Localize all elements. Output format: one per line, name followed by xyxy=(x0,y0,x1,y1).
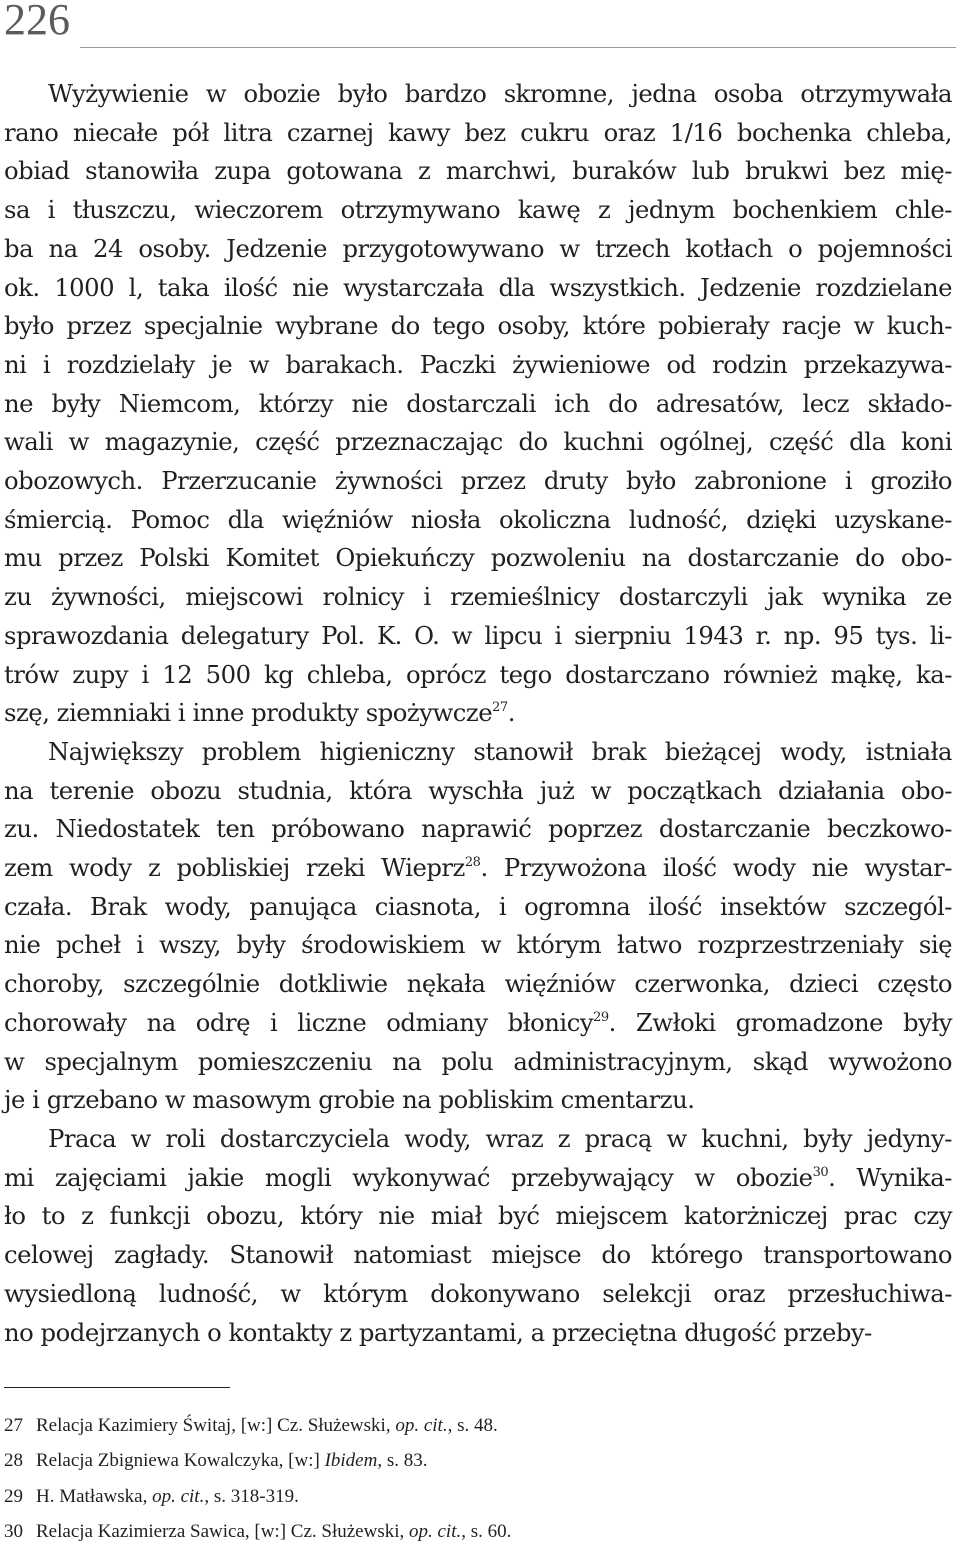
footnote xyxy=(4,1443,924,1478)
text-line: celowej zagłady. Stanowił natomiast miejsce do którego transportowano xyxy=(4,1240,952,1270)
line-text: zem wody z pobliskiej rzeki Wieprz xyxy=(4,853,465,883)
text-line: zu. Niedostatek ten próbowano naprawić poprzez dostarczanie beczkowo- xyxy=(4,814,952,844)
line-text: . xyxy=(507,698,515,728)
footnote-ref: 30 xyxy=(812,1164,829,1180)
footnote-text: Relacja Kazimiery Świtaj, [w:] Cz. Służewski, xyxy=(36,1415,396,1436)
footnote-separator xyxy=(4,1387,230,1388)
footnote xyxy=(4,1514,924,1549)
text-line: ba na 24 osoby. Jedzenie przygotowywano w trzech kotłach o pojemności xyxy=(4,233,952,263)
text-line: obiad stanowiła zupa gotowana z marchwi, buraków lub brukwi bez mię- xyxy=(4,156,952,186)
text-line: je i grzebano w masowym grobie na pobliskim cmentarzu. xyxy=(4,1085,695,1115)
line-text: mi zajęciami jakie mogli wykonywać przebywający w obozie xyxy=(4,1162,813,1192)
line-text: . Wynika- xyxy=(828,1162,952,1192)
page-number: 226 xyxy=(4,0,70,44)
footnote-italic: op. cit. xyxy=(409,1520,462,1542)
footnote-number: 28 xyxy=(4,1450,23,1472)
text-line xyxy=(4,849,952,888)
body-text xyxy=(4,75,952,1352)
text-line: było przez specjalnie wybrane do tego osoby, które pobierały racje w kuch- xyxy=(4,311,952,341)
footnote-number: 29 xyxy=(4,1485,23,1507)
footnote-text: Relacja Kazimierza Sawica, [w:] Cz. Służewski, xyxy=(36,1520,409,1542)
text-line: rano niecałe pół litra czarnej kawy bez cukru oraz 1/16 bochenka chleba, xyxy=(4,117,952,147)
line-text: . Przywożona ilość wody nie wystar- xyxy=(480,853,952,883)
footnote-number: 30 xyxy=(4,1520,23,1542)
text-line: trów zupy i 12 500 kg chleba, oprócz tego dostarczano również mąkę, ka- xyxy=(4,659,952,689)
footnote-ref: 28 xyxy=(464,855,481,871)
text-line xyxy=(4,1159,952,1198)
text-line: ni i rozdzielały je w barakach. Paczki żywieniowe od rodzin przekazywa- xyxy=(4,349,952,379)
footnote-italic: op. cit. xyxy=(395,1415,448,1436)
text-line: nie pcheł i wszy, były środowiskiem w którym łatwo rozprzestrzeniały się xyxy=(4,930,952,960)
footnote-number: 27 xyxy=(4,1415,23,1436)
text-line xyxy=(4,1004,952,1043)
footnotes xyxy=(4,1408,924,1549)
text-line: wysiedloną ludność, w którym dokonywano selekcji oraz przesłuchiwa- xyxy=(4,1278,952,1308)
header-rule xyxy=(80,47,956,48)
text-line: Wyżywienie w obozie było bardzo skromne, jedna osoba otrzymywała xyxy=(48,79,952,108)
text-line: śmiercią. Pomoc dla więźniów niosła okoliczna ludność, dzięki uzyskane- xyxy=(4,504,952,534)
footnote-italic: Ibidem xyxy=(324,1450,378,1472)
footnote xyxy=(4,1408,924,1443)
text-line: zu żywności, miejscowi rolnicy i rzemieślnicy dostarczyli jak wynika ze xyxy=(4,582,952,612)
text-line: ło to z funkcji obozu, który nie miał być miejscem katorżniczej prac czy xyxy=(4,1201,952,1231)
line-text: . Zwłoki gromadzone były xyxy=(608,1007,952,1037)
text-line: Największy problem higieniczny stanowił brak bieżącej wody, istniała xyxy=(48,736,952,766)
footnote xyxy=(4,1479,924,1514)
footnote-ref: 27 xyxy=(492,700,508,716)
text-line: sprawozdania delegatury Pol. K. O. w lipcu i sierpniu 1943 r. np. 95 tys. li- xyxy=(4,620,952,650)
text-line: ne były Niemcom, którzy nie dostarczali ich do adresatów, lecz składo- xyxy=(4,388,952,418)
text-line: obozowych. Przerzucanie żywności przez druty było zabronione i groziło xyxy=(4,466,952,496)
text-line: wali w magazynie, część przeznaczając do kuchni ogólnej, część dla koni xyxy=(4,427,952,457)
footnote-text: , s. 318-319. xyxy=(204,1485,299,1507)
text-line xyxy=(4,694,952,733)
footnote-italic: op. cit. xyxy=(152,1485,205,1507)
text-line: czała. Brak wody, panująca ciasnota, i ogromna ilość insektów szczegól- xyxy=(4,891,952,921)
line-text: chorowały na odrę i liczne odmiany błonicy xyxy=(4,1007,594,1037)
footnote-text: , s. 83. xyxy=(377,1450,428,1472)
text-line: ok. 1000 l, taka ilość nie wystarczała dla wszystkich. Jedzenie rozdzielane xyxy=(4,272,952,302)
text-line: sa i tłuszczu, wieczorem otrzymywano kawę z jednym bochenkiem chle- xyxy=(4,195,952,225)
footnote-ref: 29 xyxy=(593,1009,609,1025)
text-line: choroby, szczególnie dotkliwie nękała więźniów czerwonka, dzieci często xyxy=(4,969,952,999)
footnote-text: , s. 60. xyxy=(461,1520,512,1542)
text-line: mu przez Polski Komitet Opiekuńczy pozwoleniu na dostarczanie do obo- xyxy=(4,543,952,573)
footnote-text: , s. 48. xyxy=(447,1415,498,1436)
footnote-text: H. Matławska, xyxy=(36,1485,153,1507)
footnote-text: Relacja Zbigniewa Kowalczyka, [w:] xyxy=(36,1450,325,1472)
text-line: Praca w roli dostarczyciela wody, wraz z pracą w kuchni, były jedyny- xyxy=(48,1123,952,1153)
line-text: szę, ziemniaki i inne produkty spożywcze xyxy=(4,698,493,728)
text-line: w specjalnym pomieszczeniu na polu administracyjnym, skąd wywożono xyxy=(4,1046,952,1076)
text-line: na terenie obozu studnia, która wyschła już w początkach działania obo- xyxy=(4,775,952,805)
text-line: no podejrzanych o kontakty z partyzantami, a przeciętna długość przeby- xyxy=(4,1317,872,1347)
